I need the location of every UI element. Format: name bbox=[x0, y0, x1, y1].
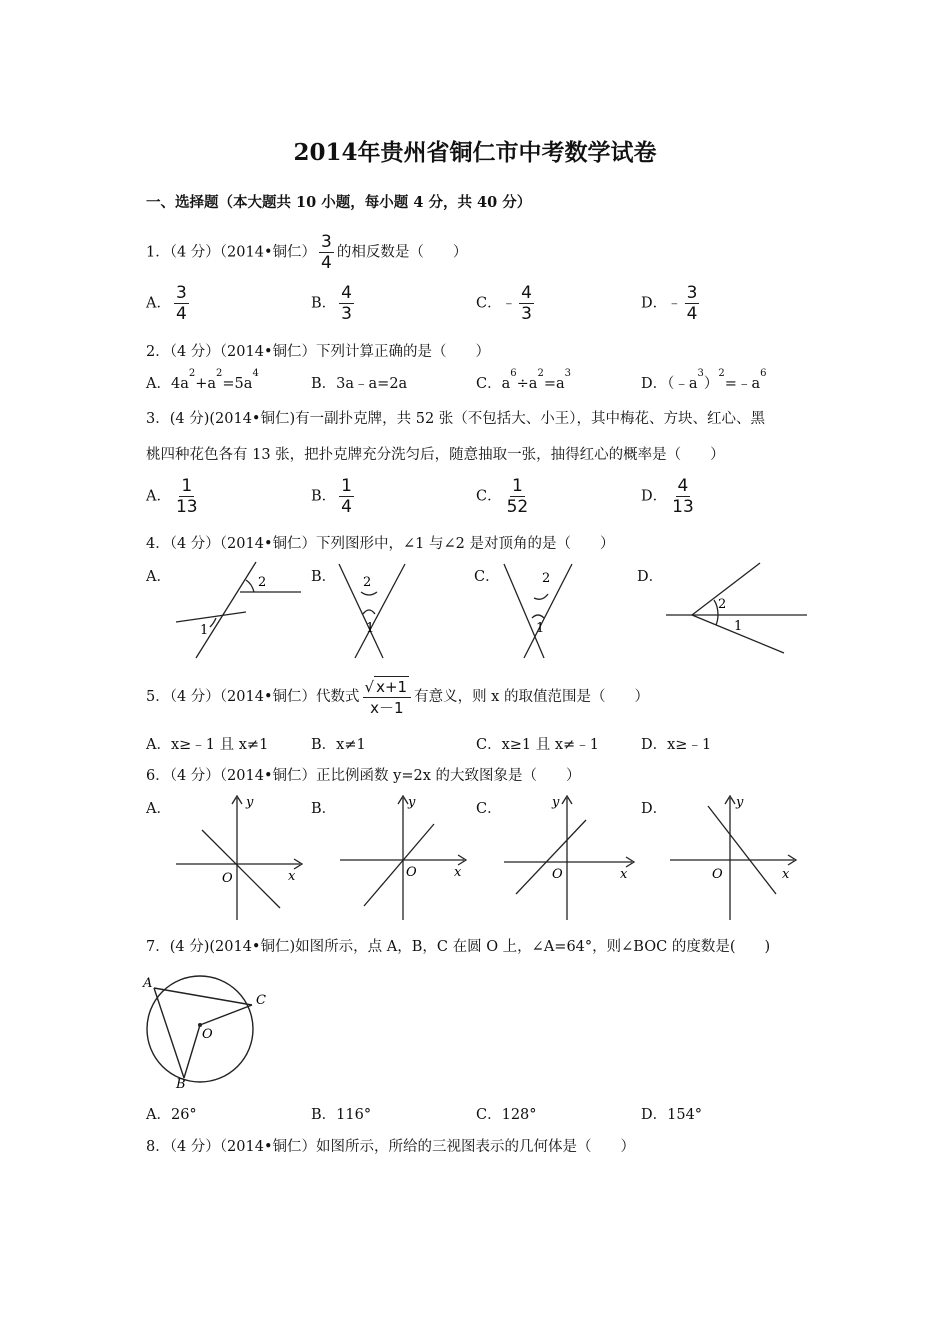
q7-option-b[interactable]: B．116° bbox=[311, 1107, 372, 1123]
q6a-y-label: y bbox=[246, 795, 254, 810]
q3-option-d[interactable]: D． $\frac{4}{13}$ bbox=[641, 476, 694, 517]
q6a-x-label: x bbox=[288, 869, 296, 884]
q4-option-b-label[interactable]: B． bbox=[311, 569, 337, 585]
section-heading: 一、选择题（本大题共 10 小题，每小题 4 分，共 40 分） bbox=[146, 194, 532, 211]
q5-prefix: 5．（4 分）（2014•铜仁）代数式 bbox=[146, 689, 360, 705]
page-title: 2014年贵州省铜仁市中考数学试卷 bbox=[293, 139, 657, 166]
q6b-origin: O bbox=[406, 865, 417, 880]
q7-option-d[interactable]: D．154° bbox=[641, 1107, 703, 1123]
q4-figure-d bbox=[662, 560, 812, 660]
question-7: 7．(4 分)(2014•铜仁)如图所示，点 A，B，C 在圆 O 上，∠A=64°，则∠BOC 的度数是( ) bbox=[146, 939, 771, 955]
question-3-line1: 3．(4 分)(2014•铜仁)有一副扑克牌，共 52 张（不包括大、小王），其中梅花、方块、红心、黑 bbox=[146, 411, 766, 427]
q4c-angle1-label: 1 bbox=[536, 621, 545, 636]
q7-point-c: C bbox=[256, 993, 266, 1008]
q4b-angle2: 2 bbox=[363, 575, 372, 590]
q4-figure-a bbox=[170, 560, 305, 660]
q4-figure-c bbox=[496, 560, 586, 660]
q4d-angle2: 2 bbox=[718, 597, 727, 612]
q4a-angle2: 2 bbox=[258, 575, 267, 590]
question-1 bbox=[146, 232, 467, 273]
q3-option-c[interactable]: C． $\frac{1}{52}$ bbox=[476, 476, 529, 517]
q6c-origin: O bbox=[552, 867, 563, 882]
q6c-y-label: y bbox=[552, 795, 560, 810]
q1-suffix: 的相反数是（ ） bbox=[336, 244, 468, 261]
q4c-angle2: 2 bbox=[542, 571, 551, 586]
q6b-y-label: y bbox=[408, 795, 416, 810]
q7-point-b: B bbox=[176, 1077, 186, 1092]
q6-option-d-label[interactable]: D． bbox=[641, 801, 668, 817]
q6b-x-label: x bbox=[454, 865, 462, 880]
q4-figure-b bbox=[333, 560, 413, 660]
q6d-origin: O bbox=[712, 867, 723, 882]
q6c-x-label: x bbox=[620, 867, 628, 882]
q5-option-a[interactable]: A．x≥﹣1 且 x≠1 bbox=[146, 737, 269, 753]
q7-point-a: A bbox=[143, 976, 153, 991]
question-8: 8．（4 分）（2014•铜仁）如图所示，所给的三视图表示的几何体是（ ） bbox=[146, 1139, 636, 1155]
q1-fraction: $\frac{3}{4}$ bbox=[321, 232, 332, 273]
q5-option-d[interactable]: D．x≥﹣1 bbox=[641, 737, 712, 753]
q6-graph-b bbox=[336, 792, 471, 924]
q1-option-d[interactable]: D．﹣ $\frac{3}{4}$ bbox=[641, 283, 698, 324]
q6-option-c-label[interactable]: C． bbox=[476, 801, 502, 817]
q4c-angle1: 1 bbox=[366, 621, 375, 636]
q4-option-c-label[interactable]: C． bbox=[474, 569, 500, 585]
q5-suffix: 有意义，则 x 的取值范围是（ ） bbox=[414, 689, 649, 705]
q5-fraction: $\frac{√ x+1}{x-1}$ bbox=[363, 676, 412, 718]
question-4: 4．（4 分）（2014•铜仁）下列图形中，∠1 与∠2 是对顶角的是（ ） bbox=[146, 536, 615, 552]
q7-point-o: O bbox=[202, 1027, 213, 1042]
q4d-angle1: 1 bbox=[734, 619, 743, 634]
q7-option-a[interactable]: A．26° bbox=[146, 1107, 197, 1123]
q1-option-c[interactable]: C．﹣ $\frac{4}{3}$ bbox=[476, 283, 532, 324]
q1-prefix: 1．（4 分）（2014•铜仁） bbox=[146, 244, 317, 261]
q4-option-d-label[interactable]: D． bbox=[637, 569, 664, 585]
q2-option-c[interactable]: C．$a^6\div a^2=a^3$ bbox=[476, 368, 571, 392]
q1-option-b[interactable]: B． $\frac{4}{3}$ bbox=[311, 283, 352, 324]
q6-graph-d bbox=[666, 792, 801, 924]
question-3-line2: 桃四种花色各有 13 张，把扑克牌充分洗匀后，随意抽取一张，抽得红心的概率是（ ） bbox=[146, 447, 725, 463]
q6d-y-label: y bbox=[736, 795, 744, 810]
q5-option-c[interactable]: C．x≥1 且 x≠﹣1 bbox=[476, 737, 599, 753]
q5-option-b[interactable]: B．x≠1 bbox=[311, 737, 366, 753]
q6-option-a-label[interactable]: A． bbox=[146, 801, 171, 817]
question-6: 6．（4 分）（2014•铜仁）正比例函数 y=2x 的大致图象是（ ） bbox=[146, 768, 581, 784]
q2-option-a[interactable]: A．$4a^2+a^2=5a^4$ bbox=[146, 368, 259, 392]
q6-graph-a bbox=[172, 792, 307, 924]
q6-option-b-label[interactable]: B． bbox=[311, 801, 337, 817]
q3-option-a[interactable]: A． $\frac{1}{13}$ bbox=[146, 476, 198, 517]
q6-graph-c bbox=[500, 792, 638, 924]
q2-option-d[interactable]: D．$(﹣a^3)^2=﹣a^6$ bbox=[641, 368, 767, 392]
q3-option-b[interactable]: B． $\frac{1}{4}$ bbox=[311, 476, 352, 517]
q7-circle-figure bbox=[140, 970, 275, 1092]
q4-option-a-label[interactable]: A． bbox=[146, 569, 171, 585]
q4a-angle1: 1 bbox=[200, 623, 209, 638]
q7-option-c[interactable]: C．128° bbox=[476, 1107, 537, 1123]
question-2: 2．（4 分）（2014•铜仁）下列计算正确的是（ ） bbox=[146, 344, 491, 360]
q6d-x-label: x bbox=[782, 867, 790, 882]
q2-option-b[interactable]: B．3a﹣a=2a bbox=[311, 376, 408, 392]
q6a-origin: O bbox=[222, 871, 233, 886]
q1-option-a[interactable]: A． $\frac{3}{4}$ bbox=[146, 283, 187, 324]
question-5 bbox=[146, 676, 649, 718]
